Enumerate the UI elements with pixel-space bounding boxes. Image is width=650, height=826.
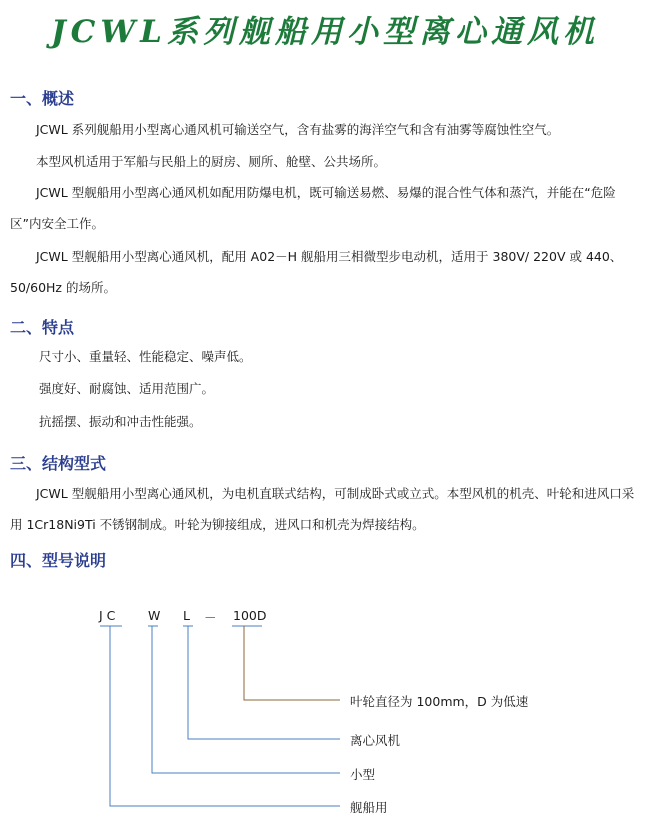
feature-item: 抗摇摆、振动和冲击性能强。 — [39, 414, 202, 429]
code-l: L — [183, 608, 190, 623]
section-heading-features: 二、特点 — [10, 318, 75, 337]
connector-l — [188, 626, 340, 739]
section-heading-overview: 一、概述 — [10, 89, 75, 108]
page-title: JCWL系列舰船用小型离心通风机 — [51, 14, 599, 50]
overview-paragraph-3: JCWL 型舰船用小型离心通风机如配用防爆电机，既可输送易燃、易爆的混合性气体和蒸汽，并能在“危险区”内安全工作。 — [10, 185, 616, 231]
overview-paragraph-4: JCWL 型舰船用小型离心通风机，配用 A02－H 舰船用三相微型步电动机，适用于 380V/ 220V 或 440、50/60Hz 的场所。 — [10, 249, 623, 295]
legend-l: 离心风机 — [350, 733, 401, 748]
legend-size: 叶轮直径为 100mm，D 为低速 — [350, 694, 529, 709]
feature-item: 强度好、耐腐蚀、适用范围广。 — [39, 381, 215, 396]
connector-size — [244, 626, 340, 700]
section-heading-structure: 三、结构型式 — [10, 454, 107, 473]
feature-item: 尺寸小、重量轻、性能稳定、噪声低。 — [39, 349, 252, 364]
overview-paragraph-2: 本型风机适用于军船与民船上的厨房、厕所、舱壁、公共场所。 — [36, 154, 387, 169]
structure-paragraph: JCWL 型舰船用小型离心通风机，为电机直联式结构，可制成卧式或立式。本型风机的机壳、叶轮和进风口采用 1Cr18Ni9Ti 不锈钢制成。叶轮为铆接组成，进风口和机壳为焊接结构。 — [10, 486, 635, 532]
model-code-diagram — [0, 600, 650, 826]
legend-w: 小型 — [350, 767, 376, 782]
code-size: 100D — [233, 608, 267, 623]
overview-paragraph-1: JCWL 系列舰船用小型离心通风机可输送空气，含有盐雾的海洋空气和含有油雾等腐蚀性空气。 — [36, 122, 560, 137]
code-dash: － — [204, 610, 217, 625]
connector-jc — [110, 626, 340, 806]
legend-jc: 舰船用 — [350, 800, 388, 815]
code-jc: J C — [99, 608, 116, 623]
section-heading-model: 四、型号说明 — [10, 551, 107, 570]
code-w: W — [148, 608, 161, 623]
